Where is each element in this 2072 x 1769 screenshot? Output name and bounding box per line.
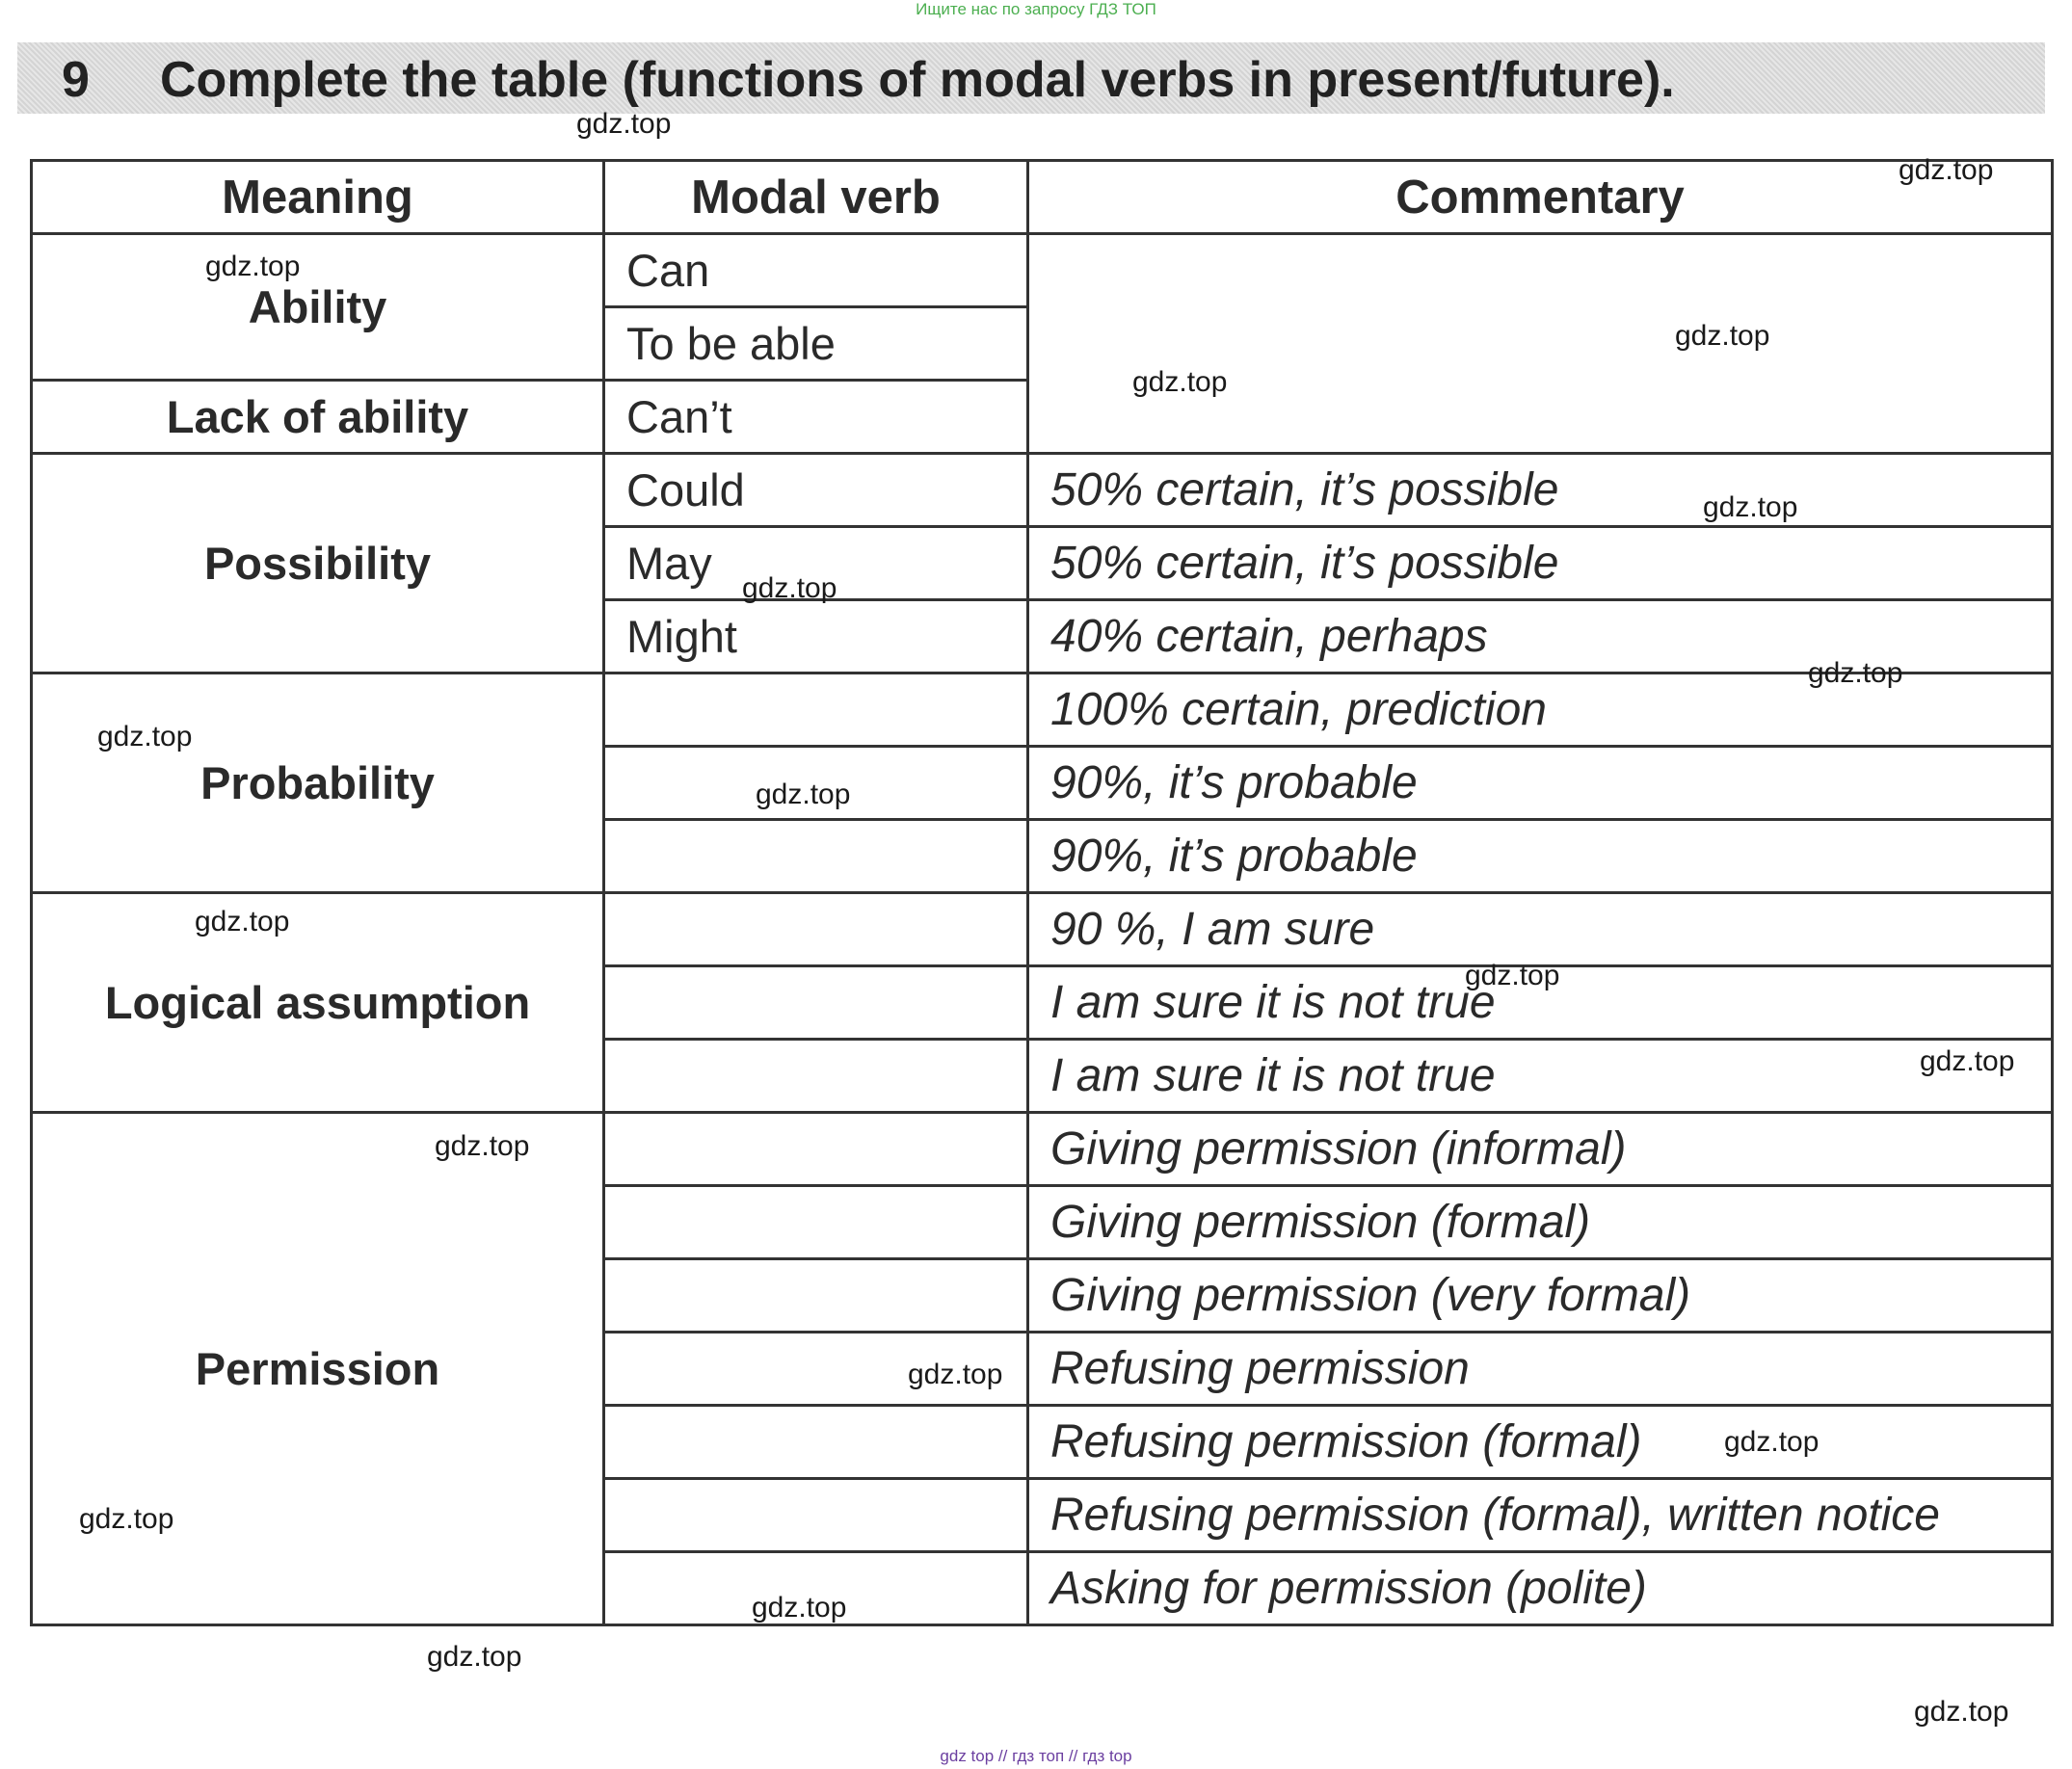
verb-cell-empty[interactable] — [604, 1479, 1028, 1552]
verb-cell-empty[interactable] — [604, 966, 1028, 1040]
commentary-cell: Giving permission (very formal) — [1028, 1259, 2053, 1333]
watermark: gdz.top — [1675, 320, 1770, 352]
watermark: gdz.top — [79, 1503, 174, 1535]
table-row — [32, 1113, 2053, 1186]
table-row — [32, 673, 2053, 747]
verb-cell: Can’t — [604, 381, 1028, 454]
exercise-title-bar — [17, 42, 2045, 114]
watermark: gdz.top — [1703, 491, 1798, 523]
watermark: gdz.top — [1920, 1045, 2015, 1077]
header-meaning: Meaning — [32, 161, 604, 234]
header-commentary: Commentary — [1028, 161, 2053, 234]
meaning-logical-assumption: Logical assumption — [32, 893, 604, 1113]
commentary-cell: I am sure it is not true — [1028, 1040, 2053, 1113]
watermark: gdz.top — [1724, 1426, 1820, 1458]
verb-cell: To be able — [604, 307, 1028, 381]
commentary-cell: Refusing permission (formal), written notice — [1028, 1479, 2053, 1552]
verb-cell-empty[interactable] — [604, 820, 1028, 893]
commentary-cell: Refusing permission — [1028, 1333, 2053, 1406]
verb-cell-empty[interactable] — [604, 1406, 1028, 1479]
exercise-title: Complete the table (functions of modal verbs in present/future). — [160, 52, 1675, 108]
commentary-cell: 90 %, I am sure — [1028, 893, 2053, 966]
meaning-lack-of-ability: Lack of ability — [32, 381, 604, 454]
watermark: gdz.top — [576, 108, 672, 140]
watermark: gdz.top — [427, 1641, 522, 1673]
commentary-cell-empty[interactable] — [1028, 234, 2053, 454]
watermark: gdz.top — [1808, 657, 1903, 689]
footer: gdz top // гдз топ // гдз top — [940, 1747, 1132, 1765]
commentary-cell: 40% certain, perhaps — [1028, 600, 2053, 673]
commentary-cell: 90%, it’s probable — [1028, 820, 2053, 893]
verb-cell-empty[interactable] — [604, 673, 1028, 747]
watermark: gdz.top — [195, 906, 290, 937]
watermark: gdz.top — [205, 251, 301, 282]
verb-cell-empty[interactable] — [604, 1113, 1028, 1186]
verb-cell: May — [604, 527, 1028, 600]
table-header-row — [32, 161, 2053, 234]
commentary-cell: 100% certain, prediction — [1028, 673, 2053, 747]
commentary-cell: Giving permission (informal) — [1028, 1113, 2053, 1186]
verb-cell: Might — [604, 600, 1028, 673]
verb-cell-empty[interactable] — [604, 1259, 1028, 1333]
meaning-permission: Permission — [32, 1113, 604, 1625]
verb-cell: Could — [604, 454, 1028, 527]
meaning-ability: Ability — [32, 234, 604, 381]
watermark: gdz.top — [1914, 1696, 2009, 1728]
watermark: gdz.top — [435, 1130, 530, 1162]
header-modal-verb: Modal verb — [604, 161, 1028, 234]
commentary-cell: Refusing permission (formal) — [1028, 1406, 2053, 1479]
commentary-cell: Giving permission (formal) — [1028, 1186, 2053, 1259]
verb-cell-empty[interactable] — [604, 893, 1028, 966]
table-row — [32, 893, 2053, 966]
watermark: gdz.top — [1465, 960, 1560, 991]
verb-cell-empty[interactable] — [604, 1186, 1028, 1259]
exercise-number: 9 — [62, 52, 90, 108]
verb-cell-empty[interactable] — [604, 1040, 1028, 1113]
watermark: gdz.top — [97, 721, 193, 752]
commentary-cell: I am sure it is not true — [1028, 966, 2053, 1040]
top-banner: Ищите нас по запросу ГДЗ ТОП — [916, 0, 1156, 18]
verb-cell: Can — [604, 234, 1028, 307]
table-row — [32, 234, 2053, 307]
meaning-possibility: Possibility — [32, 454, 604, 673]
commentary-cell: 50% certain, it’s possible — [1028, 527, 2053, 600]
watermark: gdz.top — [756, 779, 851, 810]
watermark: gdz.top — [1132, 366, 1228, 398]
meaning-probability: Probability — [32, 673, 604, 893]
watermark: gdz.top — [1899, 154, 1994, 186]
watermark: gdz.top — [742, 572, 837, 604]
commentary-cell: Asking for permission (polite) — [1028, 1552, 2053, 1625]
modal-verbs-table — [30, 159, 2054, 1626]
commentary-cell: 90%, it’s probable — [1028, 747, 2053, 820]
watermark: gdz.top — [752, 1592, 847, 1624]
commentary-cell: 50% certain, it’s possible — [1028, 454, 2053, 527]
watermark: gdz.top — [908, 1359, 1003, 1390]
